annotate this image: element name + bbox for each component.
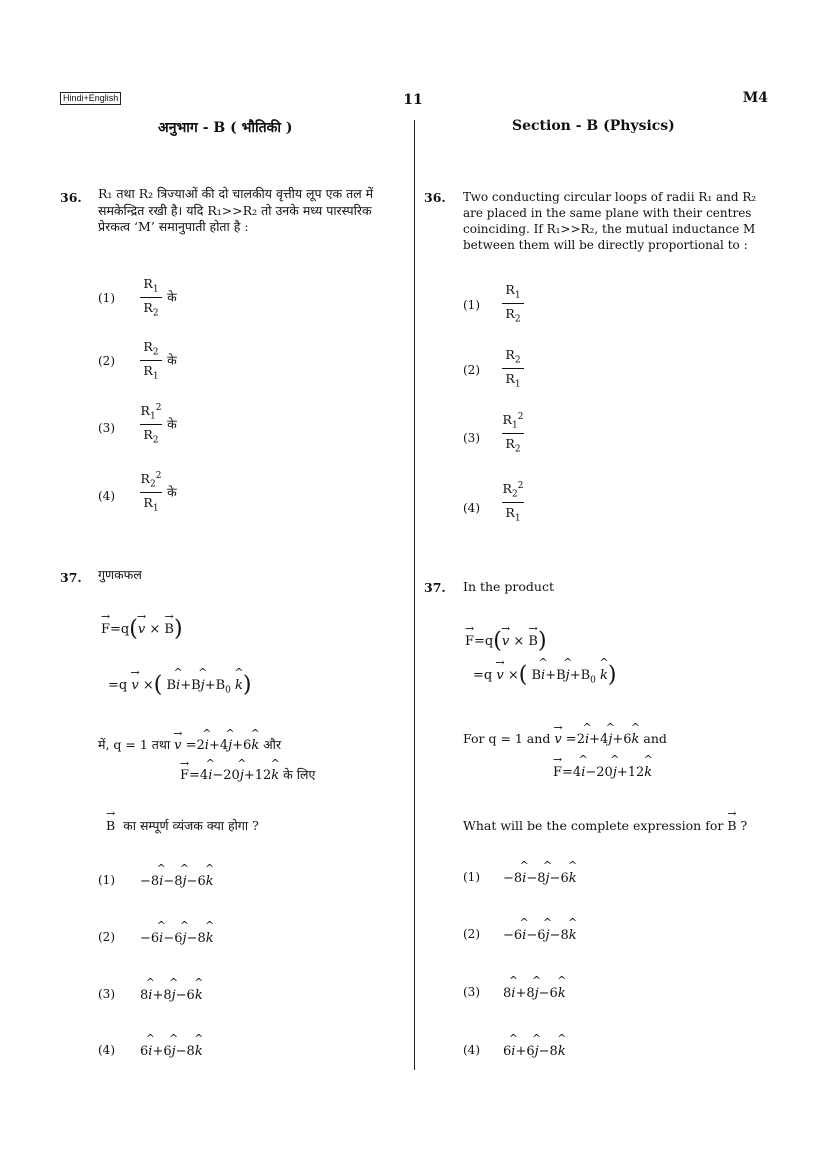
english-q36-text: Two conducting circular loops of radii R₁ and R₂ are placed in the same plane with their centres coinciding. If R₁>>R₂, the mutual inductance M between them will be directly proportional to :: [463, 190, 757, 252]
hindi-q37-intro: गुणकफल: [98, 567, 142, 582]
english-q37-intro: In the product: [463, 579, 554, 594]
hindi-q37-opt1: −8^ i−8^ j−6^ k: [140, 874, 214, 889]
english-q36-opt3-label: (3): [463, 431, 480, 445]
hindi-q37-opt4: 6^ i+6^ j−8^ k: [140, 1044, 203, 1059]
english-q37-opt2: −6^ i−6^ j−8^ k: [503, 928, 577, 943]
paper-code: M4: [742, 90, 768, 106]
english-q36-opt4-label: (4): [463, 501, 480, 515]
hindi-q37-cond2: → F=4^ i−20^ j+12^ k के लिए: [180, 767, 315, 785]
english-q37-eq2: =q → v ×( B^ i+B^ $j+B_0$ ^ k): [473, 668, 617, 686]
page-number: 11: [403, 92, 423, 108]
english-q37-opt1-label: (1): [463, 870, 480, 884]
column-divider: [414, 120, 415, 1070]
english-q36-opt2: $\frac{R_2}{R_1}$: [502, 347, 524, 389]
english-q37-opt3-label: (3): [463, 985, 480, 999]
question-end: ?: [740, 818, 748, 833]
hindi-q37-question: → B का सम्पूर्ण व्यंजक क्या होगा ?: [106, 818, 259, 835]
hindi-q36-opt1-label: (1): [98, 291, 115, 305]
hindi-q36-opt4: $\frac{R_2^2}{R_1}$ के: [140, 471, 177, 514]
hindi-q36-opt4-label: (4): [98, 489, 115, 503]
cond1-prefix: में, q = 1 तथा: [98, 737, 171, 752]
english-q37-opt1: −8^ i−8^ j−6^ k: [503, 871, 577, 886]
hindi-q36-opt2-label: (2): [98, 354, 115, 368]
hindi-q36-opt1: $\frac{R_1}{R_2}$ के: [140, 276, 177, 318]
english-q36-number: 36.: [424, 190, 446, 205]
suffix: के: [167, 484, 177, 500]
hindi-q37-opt2: −6^ i−6^ j−8^ k: [140, 931, 214, 946]
hindi-q36-number: 36.: [60, 190, 82, 205]
english-q37-opt4-label: (4): [463, 1043, 480, 1057]
english-q37-question: What will be the complete expression for → B ?: [463, 818, 747, 835]
cond2-suffix: के लिए: [283, 767, 316, 782]
english-q37-cond2: → F=4^ i−20^ j+12^ k: [553, 765, 652, 780]
hindi-q37-opt1-label: (1): [98, 873, 115, 887]
question-text: What will be the complete expression for: [463, 818, 724, 833]
english-q36-opt1-label: (1): [463, 298, 480, 312]
hindi-q37-eq1: → F=q(→ v × → B): [101, 622, 183, 637]
english-q37-opt4: 6^ i+6^ j−8^ k: [503, 1044, 566, 1059]
hindi-q37-opt3-label: (3): [98, 987, 115, 1001]
english-q36-opt2-label: (2): [463, 363, 480, 377]
english-q36-opt3: $\frac{R_1^2}{R_2}$: [502, 412, 524, 455]
hindi-q37-cond1: में, q = 1 तथा → v =2^ i+4^ j+6^ k और: [98, 737, 281, 755]
hindi-q36-opt2: $\frac{R_2}{R_1}$ के: [140, 339, 177, 381]
english-section-title: Section - B (Physics): [512, 118, 675, 134]
hindi-q37-eq2: =q → v ×( B^ i+B^ $j+B_0$ ^ k): [108, 678, 252, 696]
hindi-q37-opt4-label: (4): [98, 1043, 115, 1057]
english-q37-cond1: For q = 1 and → v =2^ i+4^ j+6^ k and: [463, 731, 667, 749]
hindi-q36-opt3: $\frac{R_1^2}{R_2}$ के: [140, 403, 177, 446]
english-q37-opt3: 8^ i+8^ j−6^ k: [503, 986, 566, 1001]
hindi-q37-opt3: 8^ i+8^ j−6^ k: [140, 988, 203, 1003]
hindi-q37-opt2-label: (2): [98, 930, 115, 944]
english-q36-opt1: $\frac{R_1}{R_2}$: [502, 282, 524, 324]
english-q37-eq1: → F=q(→ v × → B): [465, 634, 547, 649]
english-q37-number: 37.: [424, 580, 446, 595]
hindi-q37-number: 37.: [60, 570, 82, 585]
cond1-suffix: and: [643, 731, 667, 746]
suffix: के: [167, 352, 177, 368]
hindi-q36-opt3-label: (3): [98, 421, 115, 435]
language-tag: Hindi+English: [60, 92, 121, 105]
hindi-q36-text: R₁ तथा R₂ त्रिज्याओं की दो चालकीय वृत्तीय लूप एक तल में समकेन्द्रित रखी है। यदि R₁>>R₂ तो उनके मध्य पारस्परिक प्रेरकत्व ‘M’ समानुपाती होता है :: [98, 186, 374, 234]
english-q36-opt4: $\frac{R_2^2}{R_1}$: [502, 481, 524, 524]
hindi-section-title: अनुभाग - B ( भौतिकी ): [158, 120, 293, 136]
cond1-prefix: For q = 1 and: [463, 731, 551, 746]
suffix: के: [167, 416, 177, 432]
question-text: का सम्पूर्ण व्यंजक क्या होगा ?: [123, 818, 259, 833]
suffix: के: [167, 289, 177, 305]
english-q37-opt2-label: (2): [463, 927, 480, 941]
